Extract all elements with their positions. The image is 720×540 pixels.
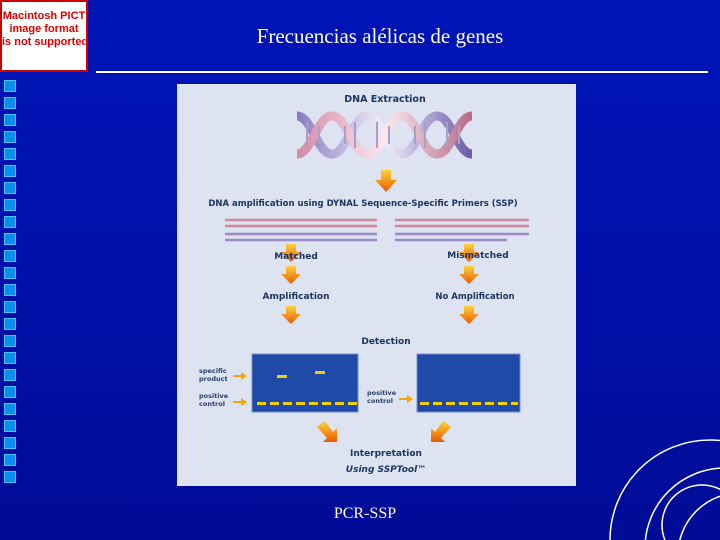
arrow-down-icon [281,306,301,324]
decorative-squares [4,80,18,488]
gel-left [252,354,358,412]
title-divider [96,71,708,73]
slide-title: Frecuencias alélicas de genes [256,24,504,48]
label-mismatched: Mismatched [447,251,509,261]
label-interpretation: Interpretation [350,449,422,459]
label-detection: Detection [361,337,411,347]
label-matched: Matched [274,252,318,262]
arrow-down-icon [281,266,301,284]
label-positive-control-right-1: positive [367,389,397,397]
pict-line-3: is not supported [2,36,89,48]
arrow-down-icon [459,266,479,284]
arrow-diagonal-icon [431,421,451,442]
pict-line-2: image format [9,23,79,35]
pcr-ssp-diagram [177,84,576,486]
label-positive-control-1: positive [199,392,229,400]
decorative-arcs [590,430,720,540]
gel-right [417,354,520,412]
label-dna-extraction: DNA Extraction [344,94,426,105]
pcr-ssp-figure [177,84,576,486]
arrow-diagonal-icon [317,421,337,442]
arrow-down-icon [459,306,479,324]
arrow-right-icon [399,395,413,403]
label-positive-control-right-2: control [367,397,393,405]
pict-placeholder [0,0,88,72]
label-positive-control-2: control [199,400,225,408]
arrow-down-icon [375,170,397,192]
arrow-right-icon [233,398,247,406]
label-amplification: Amplification [262,292,330,302]
slide-caption: PCR-SSP [333,505,397,522]
label-specific-product-1: specific [199,367,227,375]
arrow-right-icon [233,372,247,380]
label-specific-product-2: product [199,375,228,383]
primer-strands [225,220,529,240]
label-amplification-step: DNA amplification using DYNAL Sequence-Specific Primers (SSP) [208,199,518,209]
dna-helix [297,116,472,154]
label-no-amplification: No Amplification [435,292,515,302]
label-using-ssptool: Using SSPTool™ [345,465,427,475]
pict-line-1: Macintosh PICT [2,10,86,22]
